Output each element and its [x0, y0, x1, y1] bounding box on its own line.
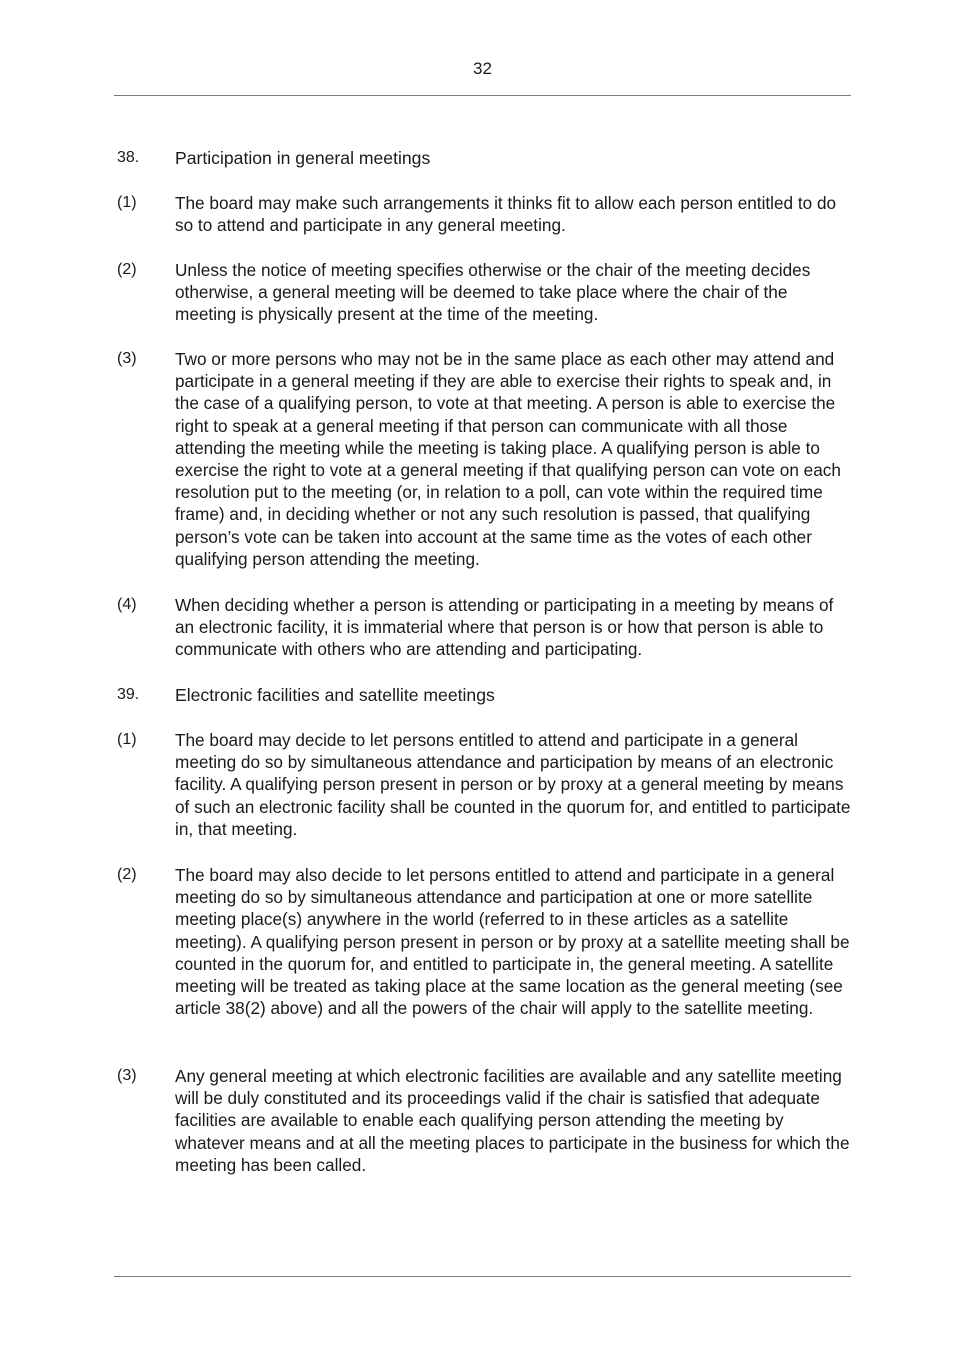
paragraph-label: (1): [117, 731, 137, 748]
footer-divider: [114, 1276, 851, 1277]
article-title: Electronic facilities and satellite meetings: [175, 685, 495, 705]
paragraph-label: (2): [117, 261, 137, 278]
article-39-paragraph-3: [117, 1065, 857, 1176]
paragraph-label: (1): [117, 194, 137, 211]
paragraph-text: Any general meeting at which electronic facilities are available and any satellite meeting will be duly constituted and its proceedings valid if the chair is satisfied that adequate facilities are available to enable each qualifying person attending the meeting by whatever means and at all the meeting places to participate in the business for which the meeting has been called.: [175, 1066, 850, 1175]
article-38-paragraph-3: [117, 348, 857, 570]
paragraph-label: (2): [117, 866, 137, 883]
paragraph-text: The board may also decide to let persons entitled to attend and participate in a general meeting do so by simultaneous attendance and participation at one or more satellite meeting place(s) anywhere in the world (referred to in these articles as a satellite meeting). A qualifying person present in person or by proxy at a satellite meeting shall be counted in the quorum for, and entitled to participate in, the general meeting. A satellite meeting will be treated as taking place at the same location as the general meeting (see article 38(2) above) and all the powers of the chair will apply to the satellite meeting.: [175, 865, 850, 1019]
paragraph-text: The board may decide to let persons entitled to attend and participate in a general meeting do so by simultaneous attendance and participation by means of an electronic facility. A qualifying person present in person or by proxy at a general meeting by means of such an electronic facility shall be counted in the quorum for, and entitled to participate in, that meeting.: [175, 730, 851, 839]
paragraph-label: (3): [117, 350, 137, 367]
page-number: 32: [473, 59, 492, 78]
article-number: 38.: [117, 149, 140, 166]
article-39-heading: [117, 684, 857, 706]
article-number: 39.: [117, 686, 140, 703]
header-divider: [114, 95, 851, 96]
paragraph-label: (3): [117, 1067, 137, 1084]
paragraph-text: When deciding whether a person is attending or participating in a meeting by means of an electronic facility, it is immaterial where that person is or how that person is able to communicate with others who are attending and participating.: [175, 595, 834, 660]
paragraph-text: The board may make such arrangements it thinks fit to allow each person entitled to do so to attend and participate in any general meeting.: [175, 193, 837, 236]
paragraph-text: Unless the notice of meeting specifies otherwise or the chair of the meeting decides otherwise, a general meeting will be deemed to take place where the chair of the meeting is physically present at the time of the meeting.: [175, 260, 811, 325]
paragraph-text: Two or more persons who may not be in the same place as each other may attend and participate in a general meeting if they are able to exercise their rights to speak and, in the case of a qualifying person, to vote at that meeting. A person is able to exercise the right to speak at a general meeting if that person can communicate with all those attending the meeting while the meeting is taking place. A qualifying person is able to exercise the right to vote at a general meeting if that qualifying person can vote on each resolution put to the meeting (or, in relation to a poll, can vote within the required time frame) and, in deciding whether or not any such resolution is passed, that qualifying person’s vote can be taken into account at the same time as the votes of each other qualifying person attending the meeting.: [175, 349, 841, 569]
article-38-paragraph-4: [117, 594, 857, 661]
paragraph-label: (4): [117, 596, 137, 613]
article-38-paragraph-2: [117, 259, 857, 326]
article-title: Participation in general meetings: [175, 148, 431, 168]
article-38-heading: [117, 147, 857, 169]
article-39-paragraph-1: [117, 729, 857, 840]
article-38-paragraph-1: [117, 192, 857, 236]
article-39-paragraph-2: [117, 864, 857, 1019]
